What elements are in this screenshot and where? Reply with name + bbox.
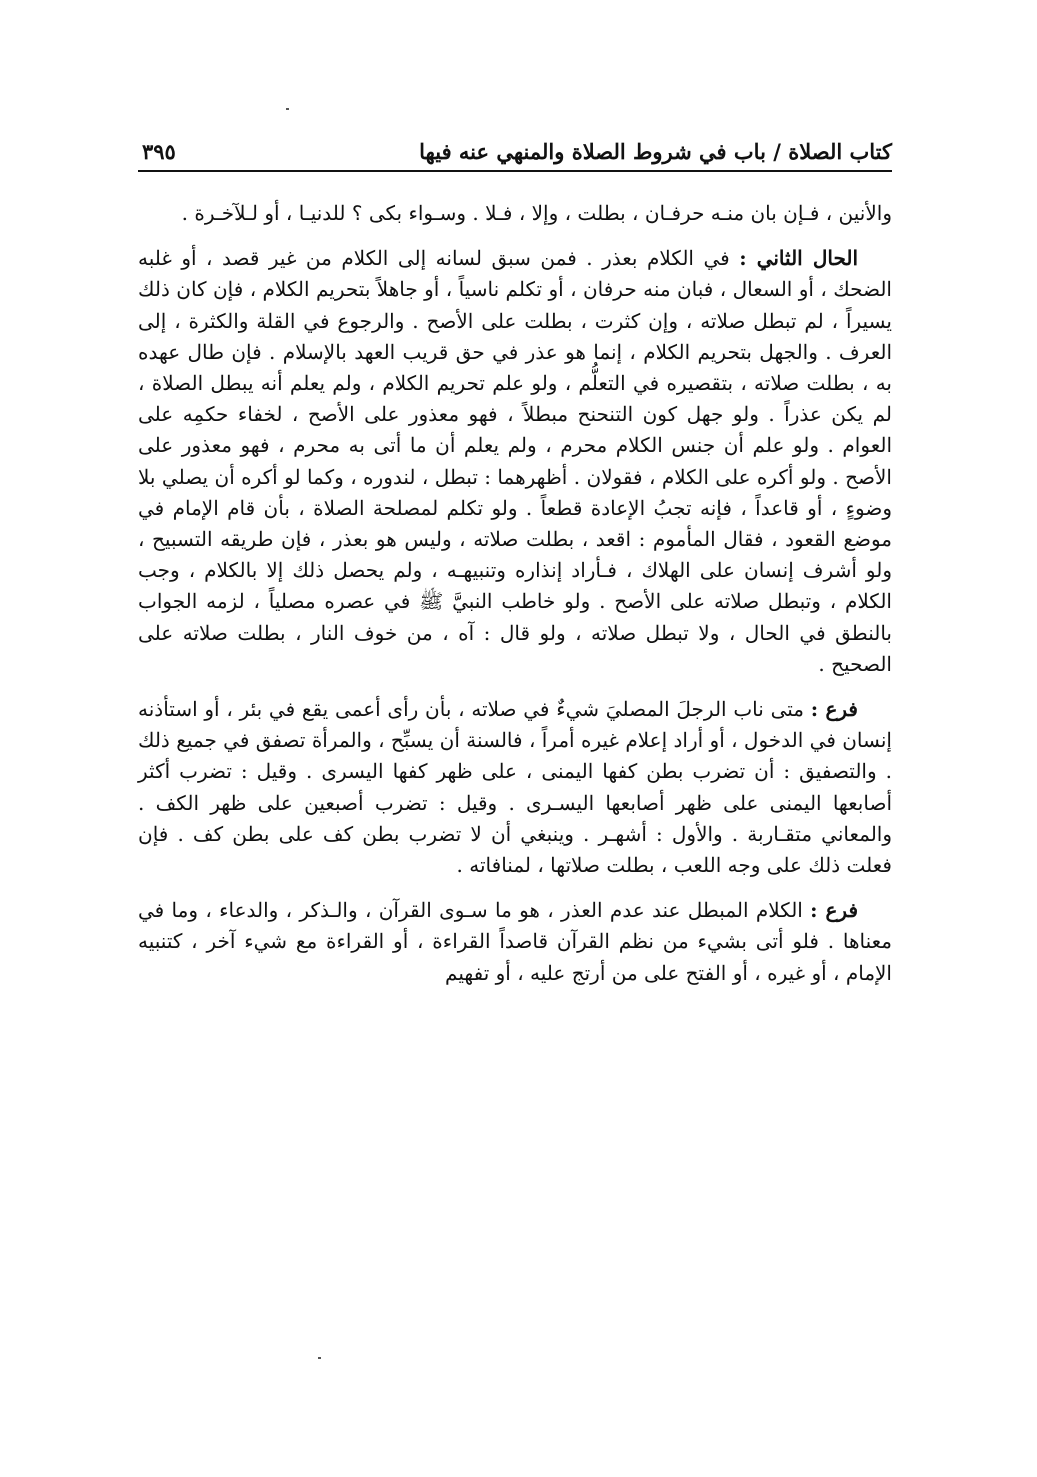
paragraph-continuation [138, 198, 892, 229]
paragraph-second-case [138, 243, 892, 680]
page-number: ٣٩٥ [142, 139, 176, 164]
paragraph-text: والأنين ، فـإن بان منـه حرفـان ، بطلت ، وإلا ، فـلا . وسـواء بكى ؟ للدنيـا ، أو لـلآخـرة . [181, 201, 892, 225]
paragraph-heading: الحال الثاني : [739, 246, 858, 271]
page-header [138, 128, 892, 172]
scan-speck-bottom [318, 1357, 321, 1359]
paragraph-heading: فرع : [810, 898, 859, 923]
paragraph-text: متى ناب الرجلَ المصليَ شيءٌ في صلاته ، بأن رأى أعمى يقع في بئر ، أو استأذنه إنسان في الدخول ، أو أراد إعلام غيره أمراً ، فالسنة أن يسبِّح ، والمرأة تصفق في جميع ذلك . والتصفيق : أن تضرب بطن كفها اليمنى ، على ظهر كفها اليسرى . وقيل : تضرب أكثر أصابعها اليمنى على ظهر أصابعها اليسـرى . وقيل : تضرب أصبعين على ظهر الكف . والمعاني متقـاربة . والأول : أشهـر . وينبغي أن لا تضرب بطن كف على بطن كف . فإن فعلت ذلك على وجه اللعب ، بطلت صلاتها ، لمنافاته . [137, 697, 892, 878]
running-title: كتاب الصلاة / باب في شروط الصلاة والمنهي عنه فيها [419, 139, 892, 164]
paragraph-text: في الكلام بعذر . فمن سبق لسانه إلى الكلام من غير قصد ، أو غلبه الضحك ، أو السعال ، فبان منه حرفان ، أو تكلم ناسياً ، أو جاهلاً بتحريم الكلام ، فإن كان ذلك يسيراً ، لم تبطل صلاته ، وإن كثرت ، بطلت على الأصح . والرجوع في القلة والكثرة ، إلى العرف . والجهل بتحريم الكلام ، إنما هو عذر في حق قريب العهد بالإسلام . فإن طال عهده به ، بطلت صلاته ، بتقصيره في التعلُّم ، ولو علم تحريم الكلام ، ولم يعلم أنه يبطل الصلاة ، لم يكن عذراً . ولو جهل كون التنحنح مبطلاً ، فهو معذور على الأصح ، لخفاء حكمِه على العوام . ولو علم أن جنس الكلام محرم ، ولم يعلم أن ما أتى به محرم ، فهو معذور على الأصح . ولو أكره على الكلام ، فقولان . أظهرهما : تبطل ، لندوره ، وكما لو أكره أن يصلي بلا وضوءٍ ، أو قاعداً ، فإنه تجبُ الإعادة قطعاً . ولو تكلم لمصلحة الصلاة ، بأن قام الإمام في موضع القعود ، فقال المأموم : اقعد ، بطلت صلاته ، وليس هو بعذر ، فإن طريقه التسبيح ، ولو أشرف إنسان على الهلاك ، فـأراد إنذاره وتنبيهـه ، ولم يحصل ذلك إلا بالكلام ، وجب الكلام ، وتبطل صلاته على الأصح . ولو خاطب النبيَّ ﷺ في عصره مصلياً ، لزمه الجواب بالنطق في الحال ، ولا تبطل صلاته ، ولو قال : آه ، من خوف النار ، بطلت صلاته على الصحيح . [138, 246, 892, 676]
paragraph-heading: فرع : [810, 697, 858, 722]
scan-speck-top [286, 108, 289, 110]
paragraph-branch-tasbih [138, 694, 892, 881]
page-body [138, 198, 892, 989]
paragraph-branch-speech [138, 895, 892, 989]
paragraph-text: الكلام المبطل عند عدم العذر ، هو ما سـوى القرآن ، والـذكر ، والدعاء ، وما في معناها . فلو أتى بشيء من نظم القرآن قاصداً القراءة ، أو القراءة مع شيء آخر ، كتنبيه الإمام ، أو غيره ، أو الفتح على من أرتج عليه ، أو تفهيم [138, 898, 892, 985]
book-page [138, 128, 892, 1003]
